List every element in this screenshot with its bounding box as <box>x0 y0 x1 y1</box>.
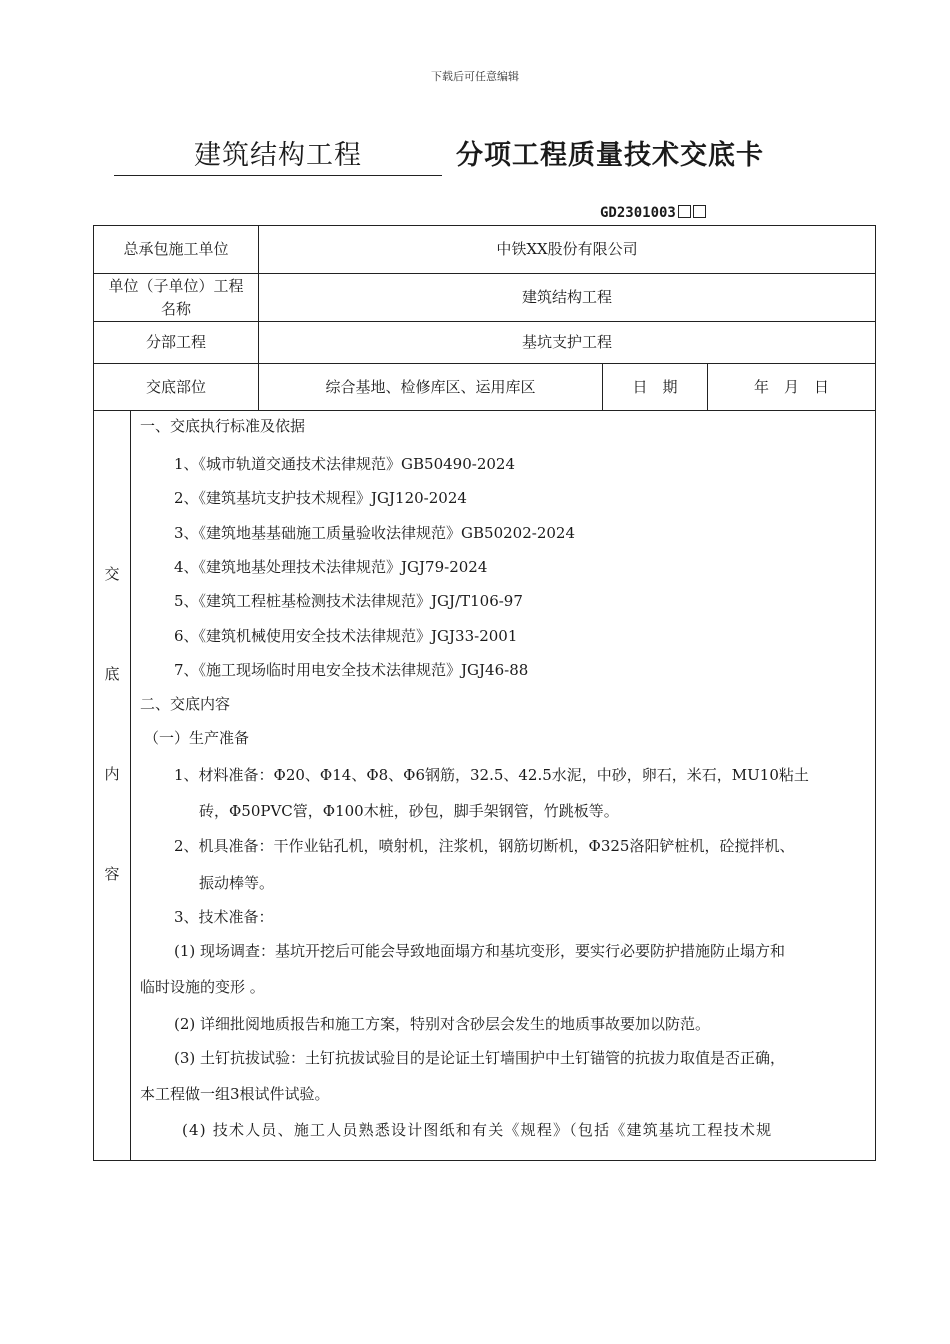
technical-disclosure-table <box>93 225 876 1161</box>
row-divider <box>94 410 875 411</box>
unit-value: 建筑结构工程 <box>521 288 612 306</box>
standard-item: 7、《施工现场临时用电安全技术法律规范》JGJ46-88 <box>174 661 529 679</box>
tech-item-3-line-1: (3) 土钉抗拔试验：土钉抗拔试验目的是论证土钉墙围护中土钉锚管的抗拔力取值是否正确， <box>174 1049 786 1067</box>
machinery-line-1: 2、机具准备：干作业钻孔机，喷射机，注浆机，钢筋切断机，Φ325洛阳铲桩机，砼搅拌机、 <box>174 837 795 855</box>
standard-item: 4、《建筑地基处理技术法律规范》JGJ79-2024 <box>174 558 488 576</box>
standard-item: 3、《建筑地基基础施工质量验收法律规范》GB50202-2024 <box>174 524 576 542</box>
unit-label <box>94 274 258 321</box>
side-char-2: 底 <box>104 665 120 683</box>
location-value: 综合基地、检修库区、运用库区 <box>325 377 536 396</box>
header-note: 下载后可任意编辑 <box>431 70 519 83</box>
date-label: 日 期 <box>632 377 678 396</box>
unit-label-line1: 单位（子单位）工程 <box>108 276 244 295</box>
division-label: 分部工程 <box>145 333 206 351</box>
tech-item-1-line-1: (1) 现场调查：基坑开挖后可能会导致地面塌方和基坑变形，要实行必要防护措施防止塌方和 <box>174 942 786 960</box>
standard-item: 2、《建筑基坑支护技术规程》JGJ120-2024 <box>174 489 467 507</box>
machinery-line-2: 振动棒等。 <box>199 874 275 892</box>
col-divider <box>130 410 131 1160</box>
subsection-heading: （一）生产准备 <box>144 729 250 747</box>
materials-line-2: 砖，Φ50PVC管，Φ100木桩，砂包，脚手架钢管，竹跳板等。 <box>199 802 619 820</box>
section-heading-standards: 一、交底执行标准及依据 <box>140 417 306 435</box>
side-char-3: 内 <box>104 765 120 783</box>
side-char-1: 交 <box>104 565 120 583</box>
tech-item-2: (2) 详细批阅地质报告和施工方案，特别对含砂层会发生的地质事故要加以防范。 <box>174 1015 711 1033</box>
date-value: 年 月 日 <box>753 377 829 396</box>
standard-item: 6、《建筑机械使用安全技术法律规范》JGJ33-2001 <box>174 627 518 645</box>
project-title: 建筑结构工程 <box>114 133 442 176</box>
code-box-2 <box>693 205 706 218</box>
card-title: 分项工程质量技术交底卡 <box>456 140 764 171</box>
section-heading-content: 二、交底内容 <box>140 695 231 713</box>
location-label: 交底部位 <box>145 377 206 396</box>
side-char-4: 容 <box>104 865 120 883</box>
unit-label-line2: 名称 <box>160 299 191 318</box>
contractor-value: 中铁XX股份有限公司 <box>496 240 638 258</box>
standard-item: 5、《建筑工程桩基检测技术法律规范》JGJ/T106-97 <box>174 592 523 610</box>
tech-item-1-line-2: 临时设施的变形 。 <box>140 978 265 996</box>
document-code-text: GD2301003 <box>600 205 676 221</box>
contractor-label: 总承包施工单位 <box>123 240 229 258</box>
tech-item-3-line-2: 本工程做一组3根试件试验。 <box>140 1085 330 1103</box>
document-code <box>600 205 706 221</box>
code-box-1 <box>678 205 691 218</box>
division-value: 基坑支护工程 <box>521 333 612 351</box>
tech-prep-heading: 3、技术准备： <box>174 908 274 926</box>
materials-line-1: 1、材料准备：Φ20、Φ14、Φ8、Φ6钢筋，32.5、42.5水泥，中砂，卵石，米石，MU10粘土 <box>174 766 809 784</box>
tech-item-4-line-1: (4) 技术人员、施工人员熟悉设计图纸和有关《规程》（包括《建筑基坑工程技术规 <box>182 1121 773 1139</box>
standard-item: 1、《城市轨道交通技术法律规范》GB50490-2024 <box>174 455 516 473</box>
